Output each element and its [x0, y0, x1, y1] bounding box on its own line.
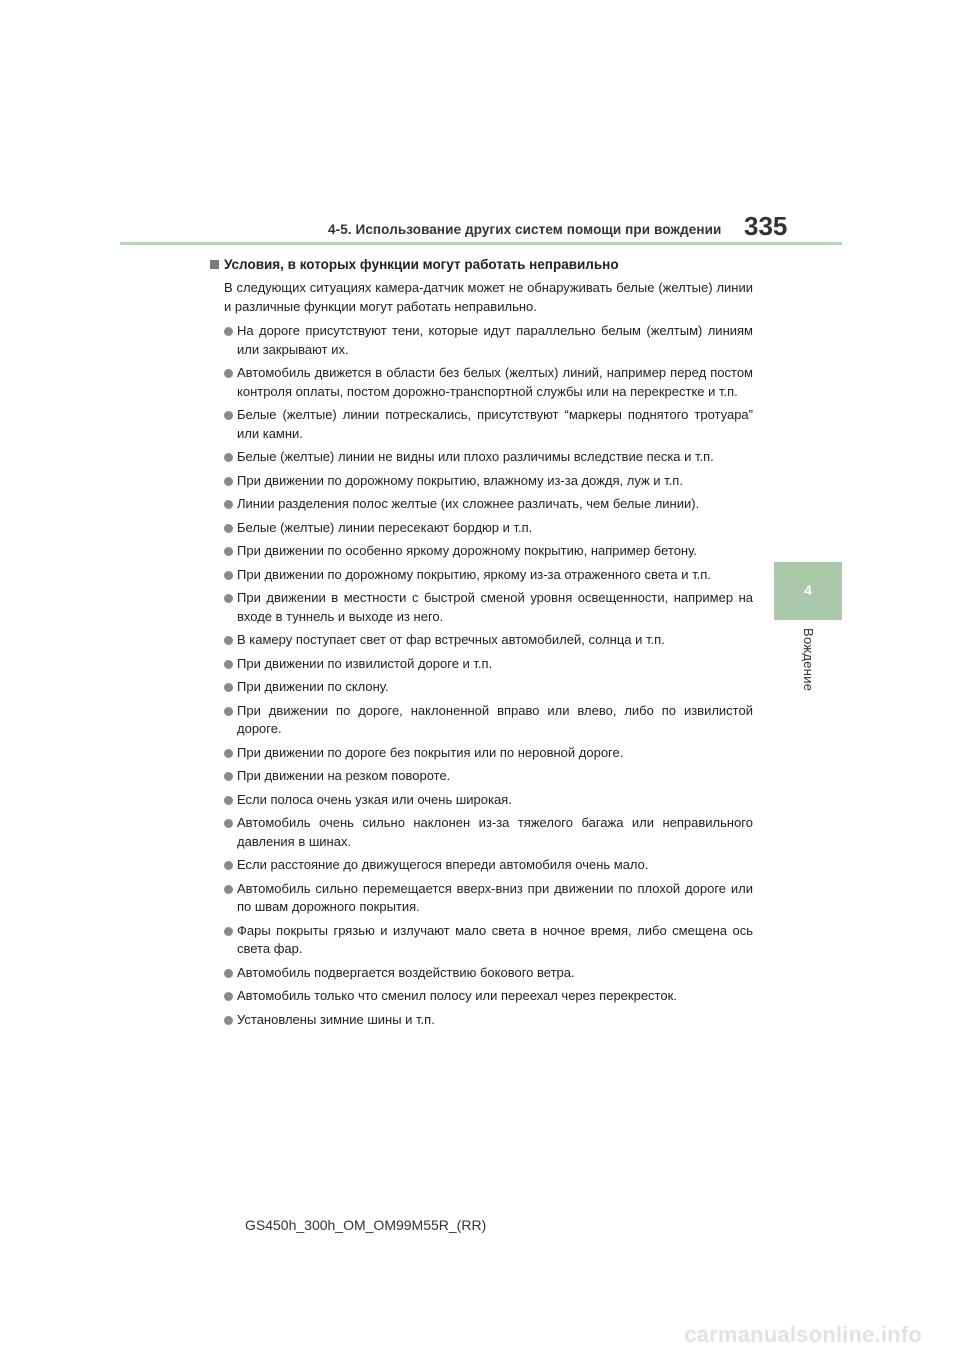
bullet-dot-icon — [224, 927, 233, 936]
bullet-dot-icon — [224, 992, 233, 1001]
bullet-dot-icon — [224, 500, 233, 509]
bullet-dot-icon — [224, 772, 233, 781]
list-item — [210, 744, 753, 763]
list-item — [210, 589, 753, 626]
bullet-dot-icon — [224, 969, 233, 978]
section-intro: В следующих ситуациях камера-датчик может не обнаруживать белые (желтые) линии и различные функции могут работать неправильно. — [224, 280, 753, 314]
list-item-text: При движении по дороге без покрытия или по неровной дороге. — [237, 744, 624, 760]
list-item — [210, 987, 753, 1006]
main-content — [210, 254, 753, 1034]
list-item-text: При движении по дороге, наклоненной вправо или влево, либо по извилистой дороге. — [237, 702, 753, 736]
page-number: 335 — [744, 211, 788, 241]
list-item — [210, 880, 753, 917]
header-section-title: 4-5. Использование других систем помощи при вождении — [328, 222, 722, 237]
bullet-dot-icon — [224, 594, 233, 603]
bullet-dot-icon — [224, 636, 233, 645]
list-item-text: Если расстояние до движущегося впереди автомобиля очень мало. — [237, 857, 649, 872]
list-item-text: Автомобиль очень сильно наклонен из-за тяжелого багажа или неправильного давления в шинах. — [237, 815, 753, 849]
list-item-text: Белые (желтые) линии не видны или плохо различимы вследствие песка и т.п. — [237, 449, 714, 464]
list-item — [210, 1011, 753, 1030]
list-item — [210, 364, 753, 401]
list-item-text: При движении по дорожному покрытию, влажному из-за дождя, луж и т.п. — [237, 472, 683, 488]
list-item-text: Автомобиль сильно перемещается вверх-вниз при движении по плохой дороге или по швам дорожного покрытия. — [237, 880, 753, 914]
list-item-text: На дороге присутствуют тени, которые идут параллельно белым (желтым) линиям или закрывают их. — [237, 323, 753, 357]
list-item — [210, 964, 753, 983]
chapter-tab-label: Вождение — [801, 628, 816, 692]
list-item-text: Фары покрыты грязью и излучают мало света в ночное время, либо смещена ось света фар. — [237, 922, 753, 956]
list-item — [210, 448, 753, 467]
list-item — [210, 322, 753, 359]
list-item-text: Установлены зимние шины и т.п. — [237, 1011, 435, 1027]
list-item — [210, 566, 753, 585]
list-item — [210, 542, 753, 561]
bullet-dot-icon — [224, 547, 233, 556]
list-item-text: Автомобиль только что сменил полосу или переехал через перекресток. — [237, 988, 677, 1003]
list-item-text: Автомобиль подвергается воздействию бокового ветра. — [237, 964, 575, 980]
list-item — [210, 856, 753, 875]
bullet-dot-icon — [224, 1016, 233, 1025]
list-item-text: При движении по особенно яркому дорожному покрытию, например бетону. — [237, 543, 697, 558]
list-item-text: Белые (желтые) линии пересекают бордюр и т.п. — [237, 519, 533, 535]
list-item-text: В камеру поступает свет от фар встречных автомобилей, солнца и т.п. — [237, 632, 665, 647]
bullet-dot-icon — [224, 683, 233, 692]
list-item-text: При движении на резком повороте. — [237, 768, 451, 783]
bullet-dot-icon — [224, 411, 233, 420]
list-item-text: При движении по склону. — [237, 679, 389, 694]
document-code: GS450h_300h_OM_OM99M55R_(RR) — [245, 1217, 487, 1233]
list-item-text: При движении по дорожному покрытию, яркому из-за отраженного света и т.п. — [237, 566, 711, 582]
bullet-dot-icon — [224, 369, 233, 378]
list-item — [210, 791, 753, 810]
list-item-text: Линии разделения полос желтые (их сложнее различать, чем белые линии). — [237, 496, 700, 511]
bullet-dot-icon — [224, 571, 233, 580]
list-item — [210, 631, 753, 650]
section-heading — [210, 254, 753, 274]
bullet-dot-icon — [224, 749, 233, 758]
list-item — [210, 814, 753, 851]
bullet-dot-icon — [224, 707, 233, 716]
list-item — [210, 922, 753, 959]
list-item — [210, 678, 753, 697]
bullet-dot-icon — [224, 453, 233, 462]
list-item-text: При движении в местности с быстрой сменой уровня освещенности, например на входе в туннель и выходе из него. — [237, 590, 753, 624]
watermark: carmanualsonline.info — [684, 1322, 922, 1347]
list-item-text: Белые (желтые) линии потрескались, присутствуют “маркеры поднятого тротуара” или камни. — [237, 407, 753, 441]
bullet-dot-icon — [224, 524, 233, 533]
bullet-dot-icon — [224, 796, 233, 805]
bullet-dot-icon — [224, 861, 233, 870]
chapter-tab — [774, 562, 842, 620]
list-item — [210, 495, 753, 514]
list-item-text: Автомобиль движется в области без белых (желтых) линий, например перед постом контроля оплаты, постом дорожно-транспортной службы или на перекрестке и т.п. — [237, 365, 753, 399]
list-item-text: При движении по извилистой дороге и т.п. — [237, 655, 493, 671]
bullet-dot-icon — [224, 660, 233, 669]
list-item — [210, 767, 753, 786]
chapter-tab-number: 4 — [804, 582, 812, 598]
list-item — [210, 472, 753, 491]
list-item — [210, 702, 753, 739]
list-item — [210, 406, 753, 443]
list-item — [210, 655, 753, 674]
bullet-dot-icon — [224, 885, 233, 894]
square-bullet-icon — [210, 260, 219, 269]
bullet-dot-icon — [224, 327, 233, 336]
list-item-text: Если полоса очень узкая или очень широкая. — [237, 791, 512, 807]
bullet-dot-icon — [224, 819, 233, 828]
section-heading-text: Условия, в которых функции могут работать неправильно — [224, 256, 619, 272]
header-divider — [120, 242, 842, 245]
conditions-list — [210, 322, 753, 1029]
list-item — [210, 519, 753, 538]
bullet-dot-icon — [224, 477, 233, 486]
